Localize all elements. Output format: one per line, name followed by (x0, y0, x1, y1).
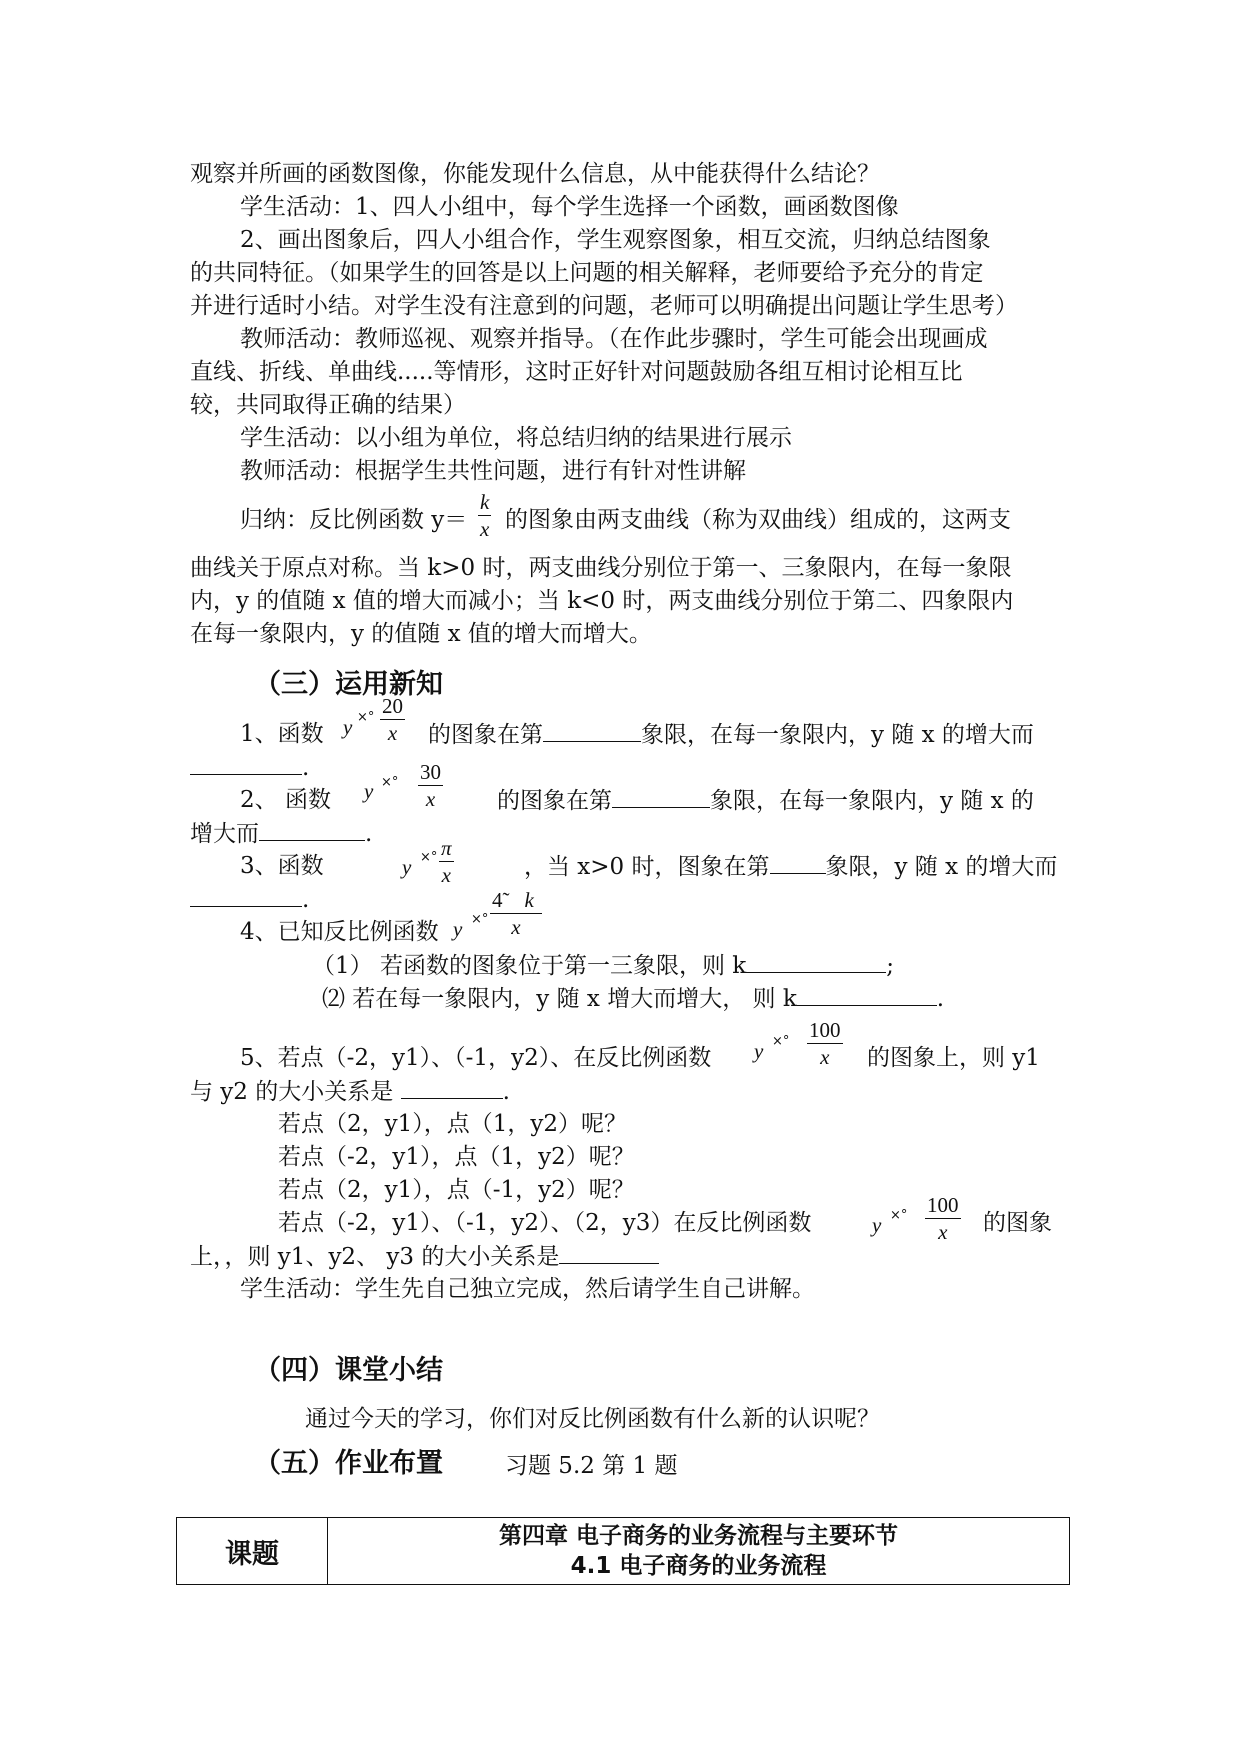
answer-blank (190, 752, 302, 775)
text: . (302, 755, 310, 781)
text: ，当 x>0 时，图象在第 (524, 854, 770, 880)
fraction-30-over-x (418, 760, 443, 811)
fraction-numerator: k (480, 490, 490, 514)
fraction-denominator: x (480, 517, 490, 541)
question-5-cont (190, 1241, 659, 1272)
answer-blank (543, 719, 641, 742)
text-line: 归纳：反比例函数 y＝ (240, 507, 468, 533)
math-garbled-symbol: ×° (381, 775, 399, 790)
fraction-denominator: x (425, 787, 436, 811)
question-5-variant: 若点（2，y1），点（-1，y2）呢？ (278, 1177, 635, 1203)
question-2-cont (190, 818, 372, 849)
question-5: 5、若点（-2，y1）、（-1，y2）、在反比例函数 (240, 1045, 712, 1071)
text: （1） 若函数的图象位于第一三象限，则 k (312, 953, 747, 979)
answer-blank (797, 983, 937, 1006)
fraction-pi-over-x (439, 836, 454, 887)
question-3-cont (190, 884, 309, 915)
text-line: 在每一象限内，y 的值随 x 值的增大而增大。 (190, 621, 652, 647)
math-garbled-symbol: ×° (357, 710, 375, 725)
question-4: 4、已知反比例函数 (240, 919, 439, 945)
text-line: 观察并所画的函数图像，你能发现什么信息，从中能获得什么结论？ (190, 161, 880, 187)
answer-blank (190, 884, 302, 907)
math-y: y (402, 855, 412, 879)
text: 增大而 (190, 821, 259, 847)
math-y: y (453, 917, 463, 941)
question-4-part-1 (312, 950, 894, 981)
fraction-denominator: x (387, 721, 398, 745)
fraction-100-over-x (807, 1018, 843, 1069)
fraction-numerator: 100 (809, 1018, 841, 1042)
text: . (936, 986, 945, 1012)
text-line: 学生活动：以小组为单位，将总结归纳的结果进行展示 (240, 425, 792, 451)
answer-blank (259, 818, 365, 841)
section-heading: （四）课堂小结 (254, 1355, 443, 1386)
homework-text: 习题 5.2 第 1 题 (505, 1453, 678, 1479)
text-line: 曲线关于原点对称。当 k>0 时，两支曲线分别位于第一、三象限内，在每一象限 (190, 555, 1012, 581)
fraction-denominator: x (511, 915, 521, 939)
fraction-denominator: x (820, 1045, 830, 1069)
question-2: 2、 函数 (240, 787, 331, 813)
text-line: 学生活动：1、四人小组中，每个学生选择一个函数，画函数图像 (240, 194, 899, 220)
question-5-cont (190, 1076, 510, 1107)
fraction-numerator: π (441, 836, 452, 860)
fraction-100-over-x (925, 1193, 961, 1244)
answer-blank (612, 785, 710, 808)
answer-blank (770, 851, 826, 874)
math-garbled-symbol: ×° (772, 1034, 790, 1049)
question-4-part-2 (322, 983, 944, 1014)
title-value-cell (328, 1518, 1070, 1585)
question-3-text (524, 851, 1057, 882)
section-heading: （五）作业布置 (254, 1448, 443, 1479)
math-garbled-symbol: ×° (471, 912, 489, 927)
text-line: 学生活动：学生先自己独立完成，然后请学生自己讲解。 (240, 1276, 815, 1302)
text-line: 并进行适时小结。对学生没有注意到的问题，老师可以明确提出问题让学生思考） (190, 293, 1018, 319)
text-line: 的图象由两支曲线（称为双曲线）组成的，这两支 (505, 507, 1011, 533)
math-garbled-symbol: ×° (420, 850, 438, 865)
math-y: y (872, 1213, 882, 1237)
question-1: 1、函数 (240, 721, 324, 747)
fraction-numerator (490, 888, 542, 914)
text-line: 2、画出图象后，四人小组合作，学生观察图象，相互交流，归纳总结图象 (240, 227, 991, 253)
fraction-numerator: 30 (420, 760, 441, 784)
section-heading: （三）运用新知 (254, 669, 443, 700)
math-y: y (364, 779, 374, 803)
numerator-part: 4̃ (492, 888, 503, 912)
text-line: 通过今天的学习，你们对反比例函数有什么新的认识呢？ (305, 1406, 880, 1432)
text-line: 直线、折线、单曲线.....等情形，这时正好针对问题鼓励各组互相讨论相互比 (190, 359, 963, 385)
text: 上，，则 y1、y2、 y3 的大小关系是 (190, 1244, 560, 1270)
question-1-cont (190, 752, 309, 783)
question-1-text (428, 719, 1034, 750)
lesson-title-table (176, 1517, 1070, 1585)
text: ; (886, 953, 894, 979)
text: . (502, 1079, 510, 1105)
text: 的图象在第 (428, 722, 543, 748)
math-garbled-symbol: ×° (890, 1208, 908, 1223)
fraction-numerator: 20 (382, 694, 403, 718)
text: 与 y2 的大小关系是 (190, 1079, 401, 1105)
title-line-2: 4.1 电子商务的业务流程 (570, 1553, 827, 1579)
text: 象限，y 随 x 的增大而 (825, 854, 1058, 880)
fraction-denominator: x (441, 863, 451, 887)
title-line-1: 第四章 电子商务的业务流程与主要环节 (498, 1523, 898, 1549)
text: . (302, 887, 310, 913)
text-line: 较，共同取得正确的结果） (190, 392, 466, 418)
question-5-variant: 若点（2，y1），点（1，y2）呢？ (278, 1111, 628, 1137)
text: . (365, 821, 373, 847)
question-5-text: 的图象上，则 y1 (867, 1045, 1040, 1071)
text-line: 教师活动：根据学生共性问题，进行有针对性讲解 (240, 458, 746, 484)
fraction-numerator: 100 (927, 1193, 959, 1217)
fraction-denominator: x (938, 1220, 948, 1244)
numerator-part: k (524, 888, 534, 912)
text: 象限，在每一象限内，y 随 x 的增大而 (641, 722, 1034, 748)
question-2-text (497, 785, 1034, 816)
fraction-4-k-over-x (490, 888, 542, 939)
text-line: 内，y 的值随 x 值的增大而减小；当 k<0 时，两支曲线分别位于第二、四象限内 (190, 588, 1014, 614)
answer-blank (401, 1076, 503, 1099)
answer-blank (559, 1241, 659, 1264)
question-5-variant: 若点（-2，y1），点（1，y2）呢？ (278, 1144, 635, 1170)
question-5-text: 的图象 (983, 1210, 1052, 1236)
text: 的图象在第 (497, 788, 612, 814)
fraction-k-over-x (478, 490, 491, 541)
question-3: 3、函数 (240, 853, 324, 879)
fraction-20-over-x (380, 694, 405, 745)
title-label-cell (177, 1518, 328, 1585)
title-label: 课题 (225, 1538, 279, 1570)
text-line: 的共同特征。（如果学生的回答是以上问题的相关解释，老师要给予充分的肯定 (190, 260, 984, 286)
math-y: y (343, 715, 353, 739)
text: 象限，在每一象限内，y 随 x 的 (710, 788, 1034, 814)
question-5-variant: 若点（-2，y1）、（-1，y2）、（2，y3）在反比例函数 (278, 1210, 812, 1236)
text: ⑵ 若在每一象限内，y 随 x 增大而增大， 则 k (322, 986, 797, 1012)
math-y: y (754, 1039, 764, 1063)
answer-blank (746, 950, 886, 973)
text-line: 教师活动：教师巡视、观察并指导。（在作此步骤时，学生可能会出现画成 (240, 326, 988, 352)
